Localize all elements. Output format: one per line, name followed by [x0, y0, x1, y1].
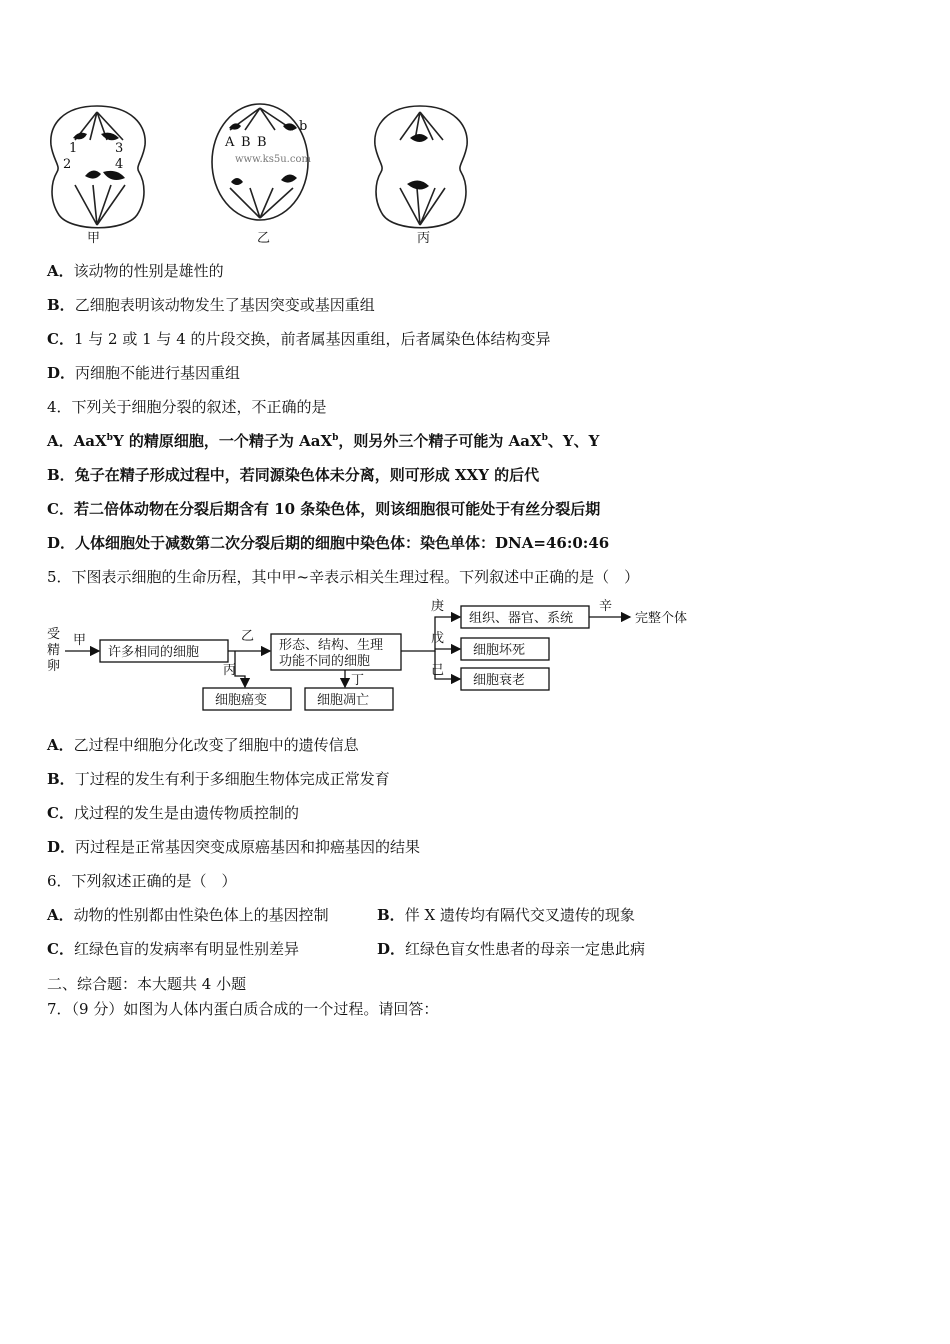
- option-letter: D．: [47, 534, 76, 552]
- label-bing: 丙: [223, 663, 237, 678]
- q6-stem: [47, 871, 237, 891]
- q5-option-a: [47, 735, 359, 755]
- box-apoptosis-label: 细胞凋亡: [317, 693, 370, 708]
- cell2-mark-b: b: [299, 119, 308, 134]
- option-text: 该动物的性别是雄性的: [73, 262, 224, 280]
- question-number: 7．: [47, 1000, 72, 1018]
- label-geng: 庚: [431, 599, 445, 614]
- question-number: 6．: [47, 872, 72, 890]
- option-letter: D．: [47, 838, 76, 856]
- start-char-1: 受: [47, 627, 61, 642]
- cell2-mark-B1: B: [241, 135, 251, 150]
- cell2-mark-A: A: [225, 135, 235, 150]
- option-text: 红绿色盲的发病率有明显性别差异: [73, 940, 299, 958]
- option-letter: A．: [47, 432, 74, 450]
- label-jia: 甲: [73, 633, 87, 648]
- q4-option-b: [47, 465, 539, 485]
- label-wu: 戊: [431, 631, 445, 646]
- option-text: 丁过程的发生有利于多细胞生物体完成正常发育: [74, 770, 390, 788]
- q6-option-d: [377, 939, 645, 959]
- box-aging-label: 细胞衰老: [473, 673, 526, 688]
- option-text: 若二倍体动物在分裂后期含有 10 条染色体，则该细胞很可能处于有丝分裂后期: [73, 500, 601, 518]
- option-letter: C．: [47, 500, 74, 518]
- chromosome: [410, 134, 428, 142]
- cell1-mark-4: 4: [115, 157, 124, 172]
- option-letter: C．: [47, 940, 74, 958]
- option-text: 丙细胞不能进行基因重组: [75, 364, 241, 382]
- question-text: 下图表示细胞的生命历程，其中甲~辛表示相关生理过程。下列叙述中正确的是（ ）: [71, 568, 640, 586]
- label-bing: 丙: [417, 231, 431, 246]
- option-letter: D．: [377, 940, 406, 958]
- option-letter: A．: [47, 736, 74, 754]
- text-part: ，则另外三个精子可能为 AaX: [338, 432, 542, 450]
- q4-option-d: [47, 533, 609, 553]
- superscript: b: [541, 433, 548, 443]
- chromosome: [229, 123, 241, 129]
- option-letter: B．: [47, 296, 75, 314]
- cell-division-figure: [45, 100, 470, 248]
- superscript: b: [106, 433, 113, 443]
- q6-option-a: [47, 905, 329, 925]
- option-text: 人体细胞处于减数第二次分裂后期的细胞中染色体：染色单体：DNA=46:0:46: [75, 534, 610, 552]
- option-text: 伴 X 遗传均有隔代交叉遗传的现象: [404, 906, 635, 924]
- cell1-mark-1: 1: [69, 141, 78, 156]
- q3-option-d: [47, 363, 240, 383]
- superscript: b: [332, 433, 339, 443]
- chromosome: [103, 171, 125, 180]
- text-part: 、Y、Y: [547, 432, 600, 450]
- option-text: 红绿色盲女性患者的母亲一定患此病: [405, 940, 646, 958]
- box-tissue-label: 组织、器官、系统: [469, 611, 574, 626]
- cell-life-flowchart: [45, 596, 705, 716]
- cell2-mark-B2: B: [257, 135, 267, 150]
- option-letter: B．: [377, 906, 405, 924]
- option-text: 1 与 2 或 1 与 4 的片段交换，前者属基因重组，后者属染色体结构变异: [73, 330, 551, 348]
- q3-option-b: [47, 295, 375, 315]
- option-letter: B．: [47, 770, 75, 788]
- label-ji: 己: [431, 663, 445, 678]
- cell-bing-membrane: [375, 106, 467, 228]
- end-label: 完整个体: [635, 611, 688, 626]
- option-letter: A．: [47, 906, 74, 924]
- q5-option-c: [47, 803, 299, 823]
- option-text: 动物的性别都由性染色体上的基因控制: [73, 906, 329, 924]
- q4-option-a: [47, 431, 599, 451]
- option-text: 乙过程中细胞分化改变了细胞中的遗传信息: [73, 736, 359, 754]
- option-letter: C．: [47, 804, 74, 822]
- question-number: 4．: [47, 398, 72, 416]
- q4-stem: [47, 397, 327, 417]
- question-text: 下列关于细胞分裂的叙述，不正确的是: [71, 398, 327, 416]
- chromosome: [231, 178, 243, 185]
- box-differentiated-line1: 形态、结构、生理: [279, 638, 384, 653]
- question-text: （9 分）如图为人体内蛋白质合成的一个过程。请回答：: [71, 1000, 439, 1018]
- label-yi: 乙: [257, 231, 271, 246]
- cell1-mark-2: 2: [63, 157, 72, 172]
- label-ding: 丁: [351, 673, 365, 688]
- q5-stem: [47, 567, 639, 587]
- box-necrosis-label: 细胞坏死: [473, 643, 526, 658]
- box-differentiated-line2: 功能不同的细胞: [279, 654, 371, 669]
- start-char-2: 精: [47, 643, 61, 658]
- start-char-3: 卵: [47, 659, 61, 674]
- text-part: AaX: [73, 432, 107, 450]
- box-many-same-cells-label: 许多相同的细胞: [108, 645, 200, 660]
- box-cancer-label: 细胞癌变: [215, 693, 268, 708]
- option-letter: B．: [47, 466, 75, 484]
- option-letter: D．: [47, 364, 76, 382]
- label-yi: 乙: [241, 629, 255, 644]
- label-xin: 辛: [599, 599, 613, 614]
- q3-option-a: [47, 261, 224, 281]
- question-text: 下列叙述正确的是（ ）: [71, 872, 237, 890]
- q5-option-b: [47, 769, 390, 789]
- text-part: Y 的精原细胞，一个精子为 AaX: [112, 432, 333, 450]
- question-number: 5．: [47, 568, 72, 586]
- q6-option-b: [377, 905, 635, 925]
- cell1-mark-3: 3: [115, 141, 124, 156]
- chromosome: [73, 133, 87, 140]
- option-text: 戊过程的发生是由遗传物质控制的: [73, 804, 299, 822]
- q3-option-c: [47, 329, 551, 349]
- label-jia: 甲: [87, 231, 101, 246]
- option-letter: A．: [47, 262, 74, 280]
- option-text: 兔子在精子形成过程中，若同源染色体未分离，则可形成 XXY 的后代: [74, 466, 540, 484]
- section-heading: 二、综合题：本大题共 4 小题: [47, 975, 247, 993]
- q6-option-c: [47, 939, 299, 959]
- watermark: www.ks5u.com: [235, 154, 311, 165]
- option-letter: C．: [47, 330, 74, 348]
- chromosome: [281, 174, 297, 182]
- chromosome: [85, 170, 101, 178]
- chromosome: [407, 180, 429, 189]
- q7-stem: [47, 999, 438, 1019]
- q4-option-c: [47, 499, 600, 519]
- q5-option-d: [47, 837, 420, 857]
- option-text: 乙细胞表明该动物发生了基因突变或基因重组: [74, 296, 375, 314]
- option-text: 丙过程是正常基因突变成原癌基因和抑癌基因的结果: [75, 838, 421, 856]
